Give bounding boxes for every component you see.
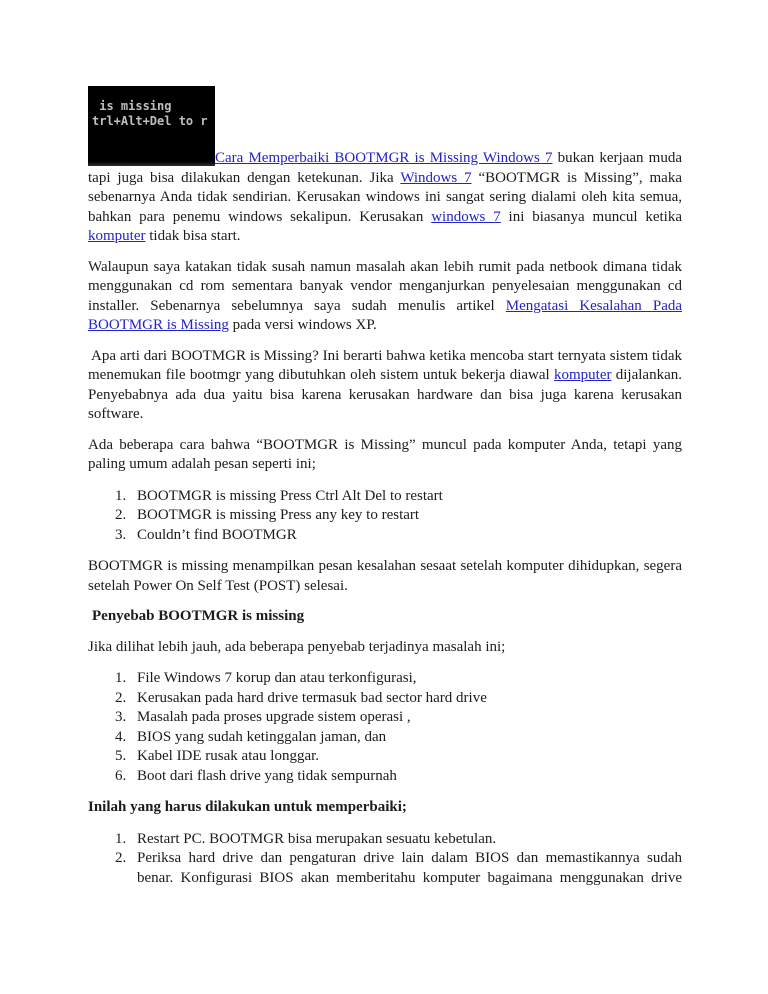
netbook-text-2: pada versi windows XP.	[228, 317, 377, 333]
causes-list	[88, 669, 682, 786]
fixes-heading: Inilah yang harus dilakukan untuk memperbaiki;	[88, 799, 407, 815]
list-item: Periksa hard drive dan pengaturan drive lain dalam BIOS dan memastikannya sudah benar. Konfigurasi BIOS akan memberitahu komputer bagaimana menggunakan drive	[137, 850, 682, 886]
intro-text-3: ini biasanya muncul ketika	[500, 208, 683, 225]
error-image-line1: is missing	[92, 99, 172, 113]
link-cara-memperbaiki-bootmgr[interactable]: Cara Memperbaiki BOOTMGR is Missing Windows 7	[215, 150, 553, 166]
causes-intro-paragraph: Jika dilihat lebih jauh, ada beberapa penyebab terjadinya masalah ini;	[88, 638, 506, 655]
error-image-line2: trl+Alt+Del to r	[92, 114, 208, 128]
messages-intro-paragraph: Ada beberapa cara bahwa “BOOTMGR is Missing” muncul pada komputer Anda, tetapi yang paling umum adalah pesan seperti ini;	[88, 436, 682, 472]
netbook-paragraph	[88, 258, 682, 336]
meaning-paragraph	[88, 347, 682, 425]
list-item: File Windows 7 korup dan atau terkonfigurasi,	[137, 670, 417, 686]
list-item: Couldn’t find BOOTMGR	[137, 526, 297, 543]
netbook-text-1: Walaupun saya katakan tidak susah namun masalah akan lebih rumit pada netbook dimana tidak menggunakan cd rom sementara banyak vendor menganjurkan penyelesaian menggunakan cd installer. Sebenarnya sebelumnya saya sudah menulis artikel	[88, 258, 682, 314]
list-item: Kabel IDE rusak atau longgar.	[137, 748, 320, 764]
link-windows7-1[interactable]: Windows 7	[400, 169, 472, 186]
bootmgr-error-image	[88, 86, 215, 166]
link-windows7-2[interactable]: windows 7	[431, 208, 501, 225]
intro-text-4: tidak bisa start.	[145, 228, 241, 244]
list-item: Masalah pada proses upgrade sistem operasi ,	[137, 709, 411, 725]
list-item: BOOTMGR is missing Press Ctrl Alt Del to restart	[137, 487, 443, 504]
link-komputer-2[interactable]: komputer	[553, 367, 612, 383]
list-item: Boot dari flash drive yang tidak sempurnah	[137, 767, 397, 784]
link-mengatasi-kesalahan[interactable]: Mengatasi Kesalahan Pada BOOTMGR is Missing	[88, 297, 683, 333]
causes-heading: Penyebab BOOTMGR is missing	[92, 608, 305, 624]
list-item: Kerusakan pada hard drive termasuk bad sector hard drive	[137, 689, 487, 706]
meaning-text-1: Apa arti dari BOOTMGR is Missing? Ini berarti bahwa ketika mencoba start ternyata sistem tidak menemukan file bootmgr yang dibutuhkan oleh sistem untuk bekerja diawal	[88, 347, 682, 383]
post-paragraph: BOOTMGR is missing menampilkan pesan kesalahan sesaat setelah komputer dihidupkan, segera setelah Power On Self Test (POST) selesai.	[88, 558, 682, 594]
list-item: BIOS yang sudah ketinggalan jaman, dan	[137, 728, 387, 745]
intro-paragraph	[88, 86, 682, 247]
list-item: Restart PC. BOOTMGR bisa merupakan sesuatu kebetulan.	[137, 830, 497, 847]
link-komputer-1[interactable]: komputer	[88, 228, 146, 244]
symptom-list	[88, 487, 682, 546]
fixes-list	[88, 830, 682, 889]
intro-text-2: “BOOTMGR is Missing”, maka sebenarnya Anda tidak sendirian. Kerusakan windows ini sangat sering dialami oleh kita semua, bahkan para penemu windows sekalipun. Kerusakan	[88, 169, 682, 225]
meaning-text-2: dijalankan. Penyebabnya ada dua yaitu bisa karena kerusakan hardware dan bisa juga karena kerusakan software.	[88, 367, 682, 422]
intro-text-1: bukan kerjaan muda tapi juga bisa dilakukan dengan ketekunan. Jika	[88, 150, 682, 186]
list-item: BOOTMGR is missing Press any key to restart	[137, 507, 420, 523]
